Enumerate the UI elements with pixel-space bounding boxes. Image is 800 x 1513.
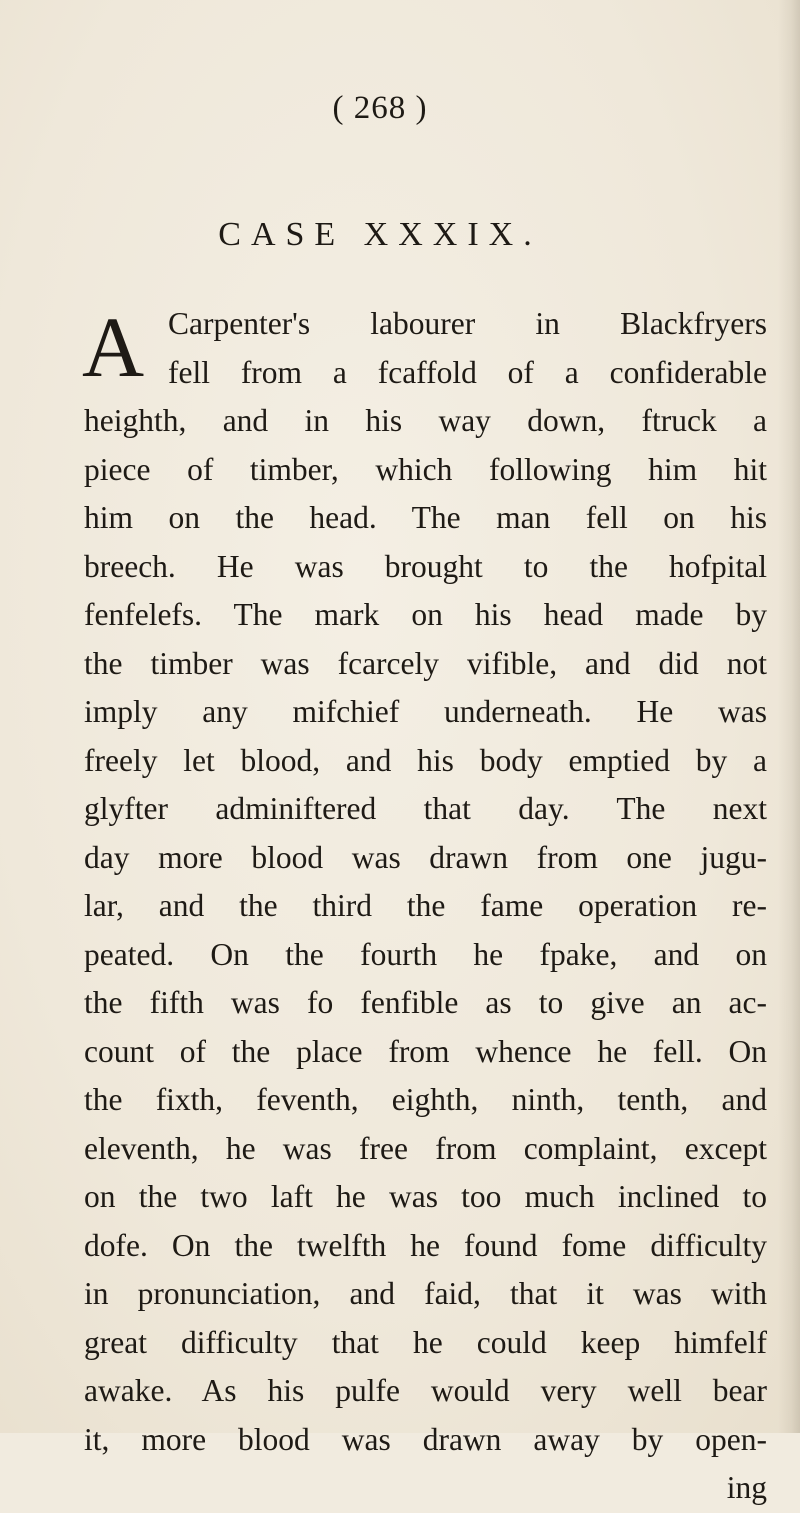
text-line: breech. He was brought to the hofpital: [84, 548, 767, 584]
case-heading: CASE XXXIX.: [218, 216, 542, 253]
text-line: piece of timber, which following him hit: [84, 451, 767, 487]
text-line: the fixth, feventh, eighth, ninth, tenth, and: [84, 1082, 767, 1117]
text-line: the timber was fcarcely vifible, and did not: [84, 645, 767, 681]
text-line: peated. On the fourth he fpake, and on: [84, 936, 767, 972]
page-edge-shadow: [778, 0, 800, 1433]
drop-cap: A: [82, 299, 145, 395]
text-line: imply any mifchief underneath. He was: [84, 694, 767, 729]
catchword: ing: [726, 1470, 767, 1505]
text-line: lar, and the third the fame operation re-: [84, 888, 767, 923]
text-line: glyfter adminiftered that day. The next: [84, 791, 767, 826]
text-line: freely let blood, and his body emptied by a: [84, 742, 767, 778]
text-line: fenfelefs. The mark on his head made by: [84, 597, 767, 632]
text-line: awake. As his pulfe would very well bear: [84, 1373, 767, 1408]
text-line: great difficulty that he could keep himfelf: [84, 1324, 767, 1360]
text-line: it, more blood was drawn away by open-: [84, 1421, 767, 1457]
text-line: eleventh, he was free from complaint, except: [84, 1130, 767, 1166]
text-line: day more blood was drawn from one jugu-: [84, 839, 767, 875]
text-line: count of the place from whence he fell. On: [84, 1033, 767, 1069]
text-line: fell from a fcaffold of a confiderable: [168, 354, 767, 390]
body-text: [84, 300, 767, 1513]
text-line: Carpenter's labourer in Blackfryers: [168, 306, 767, 341]
text-line: dofe. On the twelfth he found fome difficulty: [84, 1227, 767, 1263]
text-line: him on the head. The man fell on his: [84, 500, 767, 535]
text-line: on the two laft he was too much inclined to: [84, 1179, 767, 1214]
text-line: in pronunciation, and faid, that it was with: [84, 1276, 767, 1311]
text-line: heighth, and in his way down, ftruck a: [84, 403, 767, 438]
page-number: ( 268 ): [332, 90, 428, 126]
text-line: the fifth was fo fenfible as to give an ac-: [84, 985, 767, 1020]
